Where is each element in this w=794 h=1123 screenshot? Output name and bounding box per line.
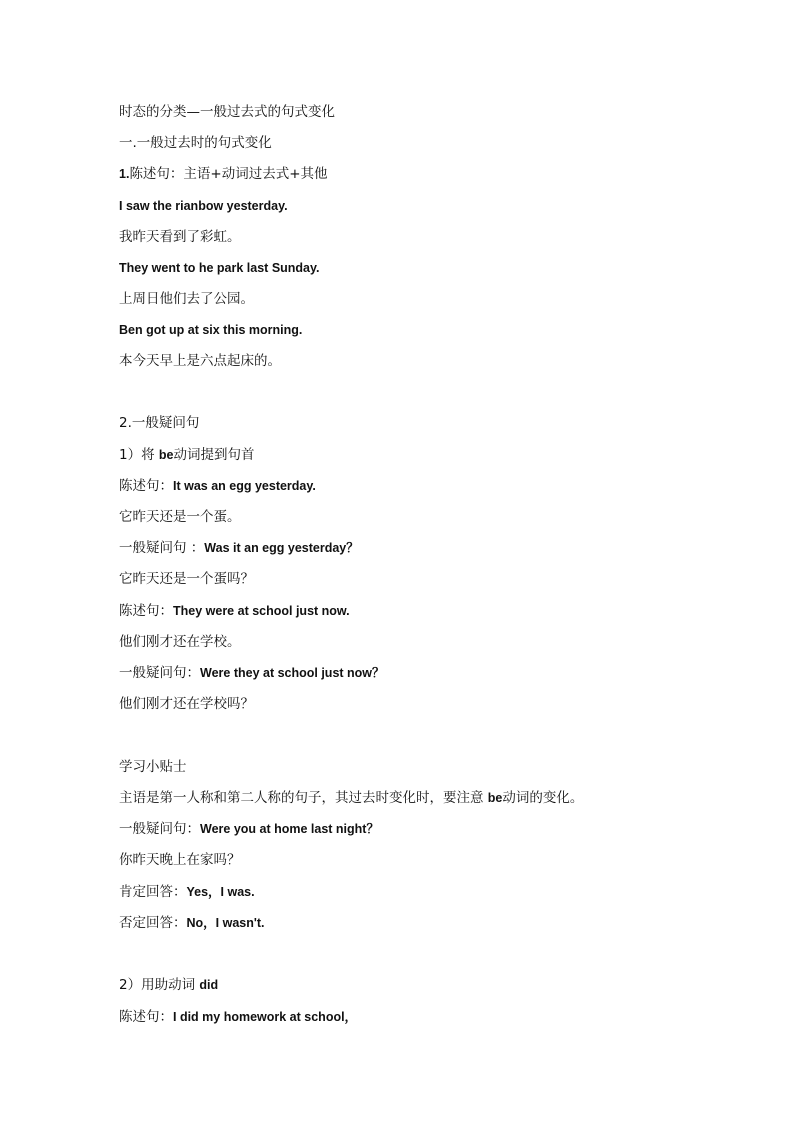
example-sentence-zh: 我昨天看到了彩虹。 xyxy=(119,229,241,245)
tips-question-translation: 你昨天晚上在家吗？ xyxy=(119,852,241,868)
example-statement xyxy=(119,1008,357,1026)
example-sentence-zh: 本今天早上是六点起床的。 xyxy=(119,353,281,369)
document-title: 时态的分类—一般过去式的句式变化 xyxy=(119,104,335,120)
example-statement xyxy=(119,477,316,495)
example-text: Were they at school just now？ xyxy=(200,666,385,680)
rule-prefix: 2）用助动词 xyxy=(119,977,200,993)
example-sentence-zh: 上周日他们去了公园。 xyxy=(119,291,254,307)
tips-body xyxy=(119,789,583,807)
tips-yes-answer xyxy=(119,883,255,901)
tips-no-answer xyxy=(119,914,264,932)
section-heading: 一.一般过去时的句式变化 xyxy=(119,135,272,151)
statement-rule-label: 陈述句：主语+动词过去式+其他 xyxy=(129,166,328,182)
example-text: Was it an egg yesterday？ xyxy=(204,541,359,555)
example-question xyxy=(119,539,359,557)
example-question xyxy=(119,664,385,682)
tips-no-text: No，I wasn't. xyxy=(186,916,265,930)
rule-prefix: 1）将 xyxy=(119,447,159,463)
example-translation: 他们刚才还在学校。 xyxy=(119,634,241,650)
tips-question-label: 一般疑问句： xyxy=(119,821,200,837)
tips-yes-label: 肯定回答： xyxy=(119,884,187,900)
example-text: It was an egg yesterday. xyxy=(173,479,316,493)
example-statement xyxy=(119,602,350,620)
example-label: 一般疑问句： xyxy=(119,665,200,681)
example-text: They were at school just now. xyxy=(173,604,350,618)
tips-body-b: 动词的变化。 xyxy=(502,790,584,806)
rule-be-verb xyxy=(119,446,254,464)
tips-body-a: 主语是第一人称和第二人称的句子，其过去时变化时，要注意 xyxy=(119,790,488,806)
tips-question-text: Were you at home last night？ xyxy=(200,822,379,836)
rule-rest: 动词提到句首 xyxy=(173,447,255,463)
rule-be-word: be xyxy=(158,448,174,462)
example-label: 一般疑问句 ： xyxy=(119,540,205,556)
statement-rule-prefix: 1. xyxy=(119,167,130,181)
statement-rule xyxy=(119,165,328,183)
example-label: 陈述句： xyxy=(119,1009,173,1025)
example-label: 陈述句： xyxy=(119,603,173,619)
tips-yes-text: Yes，I was. xyxy=(186,885,255,899)
example-sentence-en: Ben got up at six this morning. xyxy=(119,323,303,337)
rule-auxiliary-did xyxy=(119,976,218,994)
rule-did-word: did xyxy=(199,978,219,992)
tips-heading: 学习小贴士 xyxy=(119,759,187,775)
example-translation: 它昨天还是一个蛋。 xyxy=(119,509,241,525)
tips-question xyxy=(119,820,379,838)
example-translation: 它昨天还是一个蛋吗？ xyxy=(119,571,254,587)
tips-no-label: 否定回答： xyxy=(119,915,187,931)
example-label: 陈述句： xyxy=(119,478,173,494)
tips-be-word: be xyxy=(487,791,503,805)
example-text: I did my homework at school， xyxy=(173,1010,358,1024)
question-heading: 2.一般疑问句 xyxy=(119,415,200,431)
example-sentence-en: I saw the rianbow yesterday. xyxy=(119,199,288,213)
example-sentence-en: They went to he park last Sunday. xyxy=(119,261,320,275)
example-translation: 他们刚才还在学校吗？ xyxy=(119,696,254,712)
